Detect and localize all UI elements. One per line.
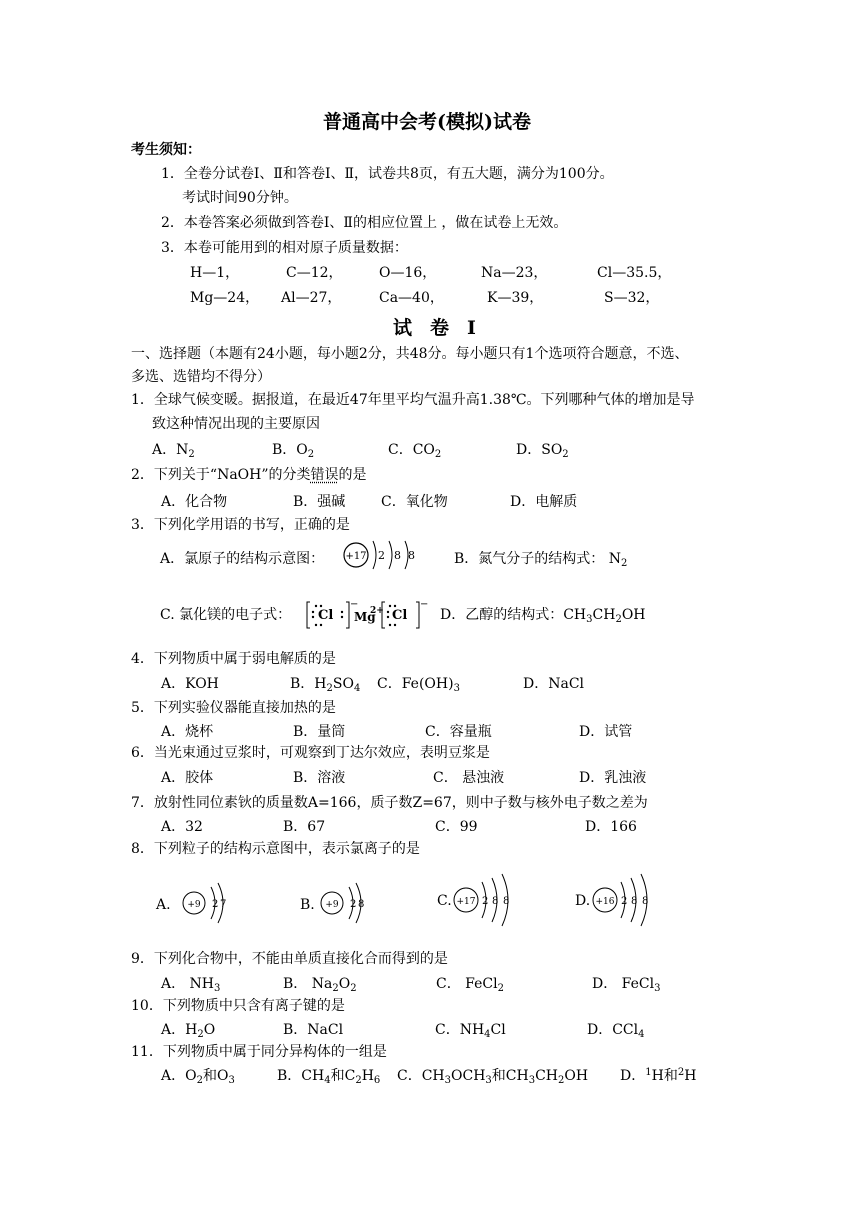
chlorine-atom-diagram xyxy=(340,537,420,577)
q5-stem: 5．下列实验仪器能直接加热的是 xyxy=(131,700,336,716)
q1-option-b: B．$O_2$ xyxy=(272,442,315,460)
q10-option-d: D．CCl$_4$ xyxy=(587,1022,645,1040)
q8-option-d: D. xyxy=(575,893,591,909)
atomic-mass: H—1， xyxy=(190,265,240,281)
q2-option-b: B．强碱 xyxy=(293,494,346,510)
q11-option-a: A．$O_2$和$O_3$ xyxy=(161,1068,235,1086)
q3-option-a: A．氯原子的结构示意图： xyxy=(160,551,325,567)
atomic-mass: Ca—40， xyxy=(379,290,444,306)
nucleus-label: +17 xyxy=(345,551,367,562)
svg-text:+9: +9 xyxy=(325,900,339,910)
section-intro: 一、选择题（本题有24小题，每小题2分，共48分。每小题只有1个选项符合题意，不选、 xyxy=(131,346,689,362)
fluorine-atom-diagram xyxy=(178,880,238,926)
shell-label: 2 xyxy=(378,549,385,562)
q1-option-a: A．$N_2$ xyxy=(152,442,195,460)
formula-cl-left: Cl xyxy=(318,608,334,623)
q5-option-a: A．烧杯 xyxy=(161,724,214,740)
atomic-mass: S—32， xyxy=(604,290,660,306)
svg-text:2: 2 xyxy=(350,899,357,910)
magnesium-chloride-electron-formula xyxy=(306,598,429,632)
charge-mg: 2+ xyxy=(370,606,384,616)
atomic-mass: C—12， xyxy=(286,265,343,281)
q7-option-b: B．67 xyxy=(283,819,326,835)
q3-option-b: B．氮气分子的结构式： $N_2$ xyxy=(454,551,628,569)
atomic-mass: Mg—24， xyxy=(190,290,260,306)
q1-option-c: C．$CO_2$ xyxy=(388,442,442,460)
q1-stem: 1．全球气候变暖。据报道，在最近47年里平均气温升高1.38℃。下列哪种气体的增加是导 xyxy=(131,392,695,408)
q9-option-a: A． $NH_3$ xyxy=(161,976,221,994)
charge-left: − xyxy=(350,599,359,610)
q6-option-a: A．胶体 xyxy=(161,770,214,786)
svg-text:8: 8 xyxy=(503,896,510,907)
formula-mg: Mg xyxy=(354,610,376,624)
atomic-mass: Na—23， xyxy=(481,265,548,281)
q7-stem: 7．放射性同位素钬的质量数A=166，质子数Z=67，则中子数与核外电子数之差为 xyxy=(131,795,648,811)
page-title: 普通高中会考(模拟)试卷 xyxy=(323,111,531,133)
q3-option-c: C. 氯化镁的电子式： xyxy=(160,607,292,623)
charge-right: − xyxy=(420,599,429,610)
svg-text:8: 8 xyxy=(492,896,499,907)
atomic-mass: K—39， xyxy=(487,290,544,306)
q3-option-d: D．乙醇的结构式：$CH_3CH_2OH$ xyxy=(440,607,646,625)
svg-text:+16: +16 xyxy=(595,897,615,907)
q4-option-b: B．$H_2SO_4$ xyxy=(290,676,361,694)
svg-text:+9: +9 xyxy=(187,900,201,910)
q10-stem: 10．下列物质中只含有离子键的是 xyxy=(131,998,345,1014)
svg-text:2: 2 xyxy=(212,899,219,910)
q4-option-a: A．KOH xyxy=(161,676,219,692)
q8-option-a: A. xyxy=(156,897,171,913)
q11-stem: 11．下列物质中属于同分异构体的一组是 xyxy=(131,1044,387,1060)
q11-option-c: C．$CH_3OCH_3$和$CH_3CH_2OH$ xyxy=(397,1068,589,1086)
q7-option-d: D．166 xyxy=(585,819,637,835)
fluoride-ion-diagram xyxy=(316,880,376,926)
svg-text:8: 8 xyxy=(631,896,638,907)
q11-option-b: B．$CH_4$和$C_2H_6$ xyxy=(277,1068,381,1086)
svg-text:8: 8 xyxy=(642,896,649,907)
q8-stem: 8．下列粒子的结构示意图中，表示氯离子的是 xyxy=(131,841,420,857)
q10-option-a: A．$H_2O$ xyxy=(161,1022,216,1040)
svg-text:8: 8 xyxy=(358,899,365,910)
q9-stem: 9．下列化合物中，不能由单质直接化合而得到的是 xyxy=(131,951,448,967)
q6-option-d: D．乳浊液 xyxy=(579,770,647,786)
q9-option-c: C． FeCl$_2$ xyxy=(436,976,504,994)
notice-item-1: 1．全卷分试卷Ⅰ、Ⅱ和答卷Ⅰ、Ⅱ，试卷共8页，有五大题，满分为100分。 xyxy=(161,166,614,182)
chloride-ion-diagram-c xyxy=(452,872,532,928)
svg-text:7: 7 xyxy=(220,899,227,910)
q2-stem: 2．下列关于“NaOH”的分类错误的是 xyxy=(131,467,367,483)
q10-option-c: C．$NH_4Cl$ xyxy=(435,1022,506,1040)
notice-item-2: 2．本卷答案必须做到答卷Ⅰ、Ⅱ的相应位置上 ，做在试卷上无效。 xyxy=(161,215,568,231)
section-title: 试卷Ⅰ xyxy=(393,317,494,339)
svg-text:+17: +17 xyxy=(456,897,476,907)
shell-label: 8 xyxy=(408,549,415,562)
q6-stem: 6．当光束通过豆浆时，可观察到丁达尔效应，表明豆浆是 xyxy=(131,745,490,761)
q1-stem-cont: 致这种情况出现的主要原因 xyxy=(152,416,320,432)
q9-option-b: B． $Na_2O_2$ xyxy=(283,976,357,994)
notice-item-3: 3．本卷可能用到的相对原子质量数据： xyxy=(161,240,408,256)
section-intro-cont: 多选、选错均不得分） xyxy=(131,369,271,385)
sulfide-ion-diagram-d xyxy=(591,872,671,928)
q4-option-c: C．$Fe(OH)_3$ xyxy=(377,676,460,694)
formula-cl-right: Cl xyxy=(392,608,408,623)
shell-label: 8 xyxy=(394,549,401,562)
q11-option-d: D．$^1$H和$^2$H xyxy=(620,1067,697,1084)
q5-option-d: D．试管 xyxy=(579,724,633,740)
atomic-mass: O—16， xyxy=(379,265,437,281)
svg-text:2: 2 xyxy=(621,896,628,907)
q2-option-d: D．电解质 xyxy=(510,494,578,510)
q6-option-c: C． 悬浊液 xyxy=(433,770,505,786)
notice-item-1-cont: 考试时间90分钟。 xyxy=(182,190,298,206)
q8-option-b: B. xyxy=(300,897,315,913)
q10-option-b: B．NaCl xyxy=(283,1022,344,1038)
q5-option-c: C．容量瓶 xyxy=(425,724,492,740)
q3-stem: 3．下列化学用语的书写，正确的是 xyxy=(131,517,350,533)
q1-option-d: D．$SO_2$ xyxy=(516,442,569,460)
atomic-mass: Cl—35.5， xyxy=(597,265,672,281)
q2-option-c: C．氧化物 xyxy=(381,494,448,510)
q7-option-c: C．99 xyxy=(435,819,478,835)
atomic-mass: Al—27， xyxy=(281,290,342,306)
notice-heading: 考生须知： xyxy=(131,142,201,158)
q8-option-c: C. xyxy=(437,893,452,909)
q2-option-a: A．化合物 xyxy=(161,494,228,510)
q4-option-d: D．NaCl xyxy=(523,676,585,692)
q4-stem: 4．下列物质中属于弱电解质的是 xyxy=(131,651,336,667)
q7-option-a: A．32 xyxy=(161,819,203,835)
q5-option-b: B．量筒 xyxy=(293,724,346,740)
q9-option-d: D． FeCl$_3$ xyxy=(592,976,661,994)
svg-text:2: 2 xyxy=(482,896,489,907)
q6-option-b: B．溶液 xyxy=(293,770,346,786)
